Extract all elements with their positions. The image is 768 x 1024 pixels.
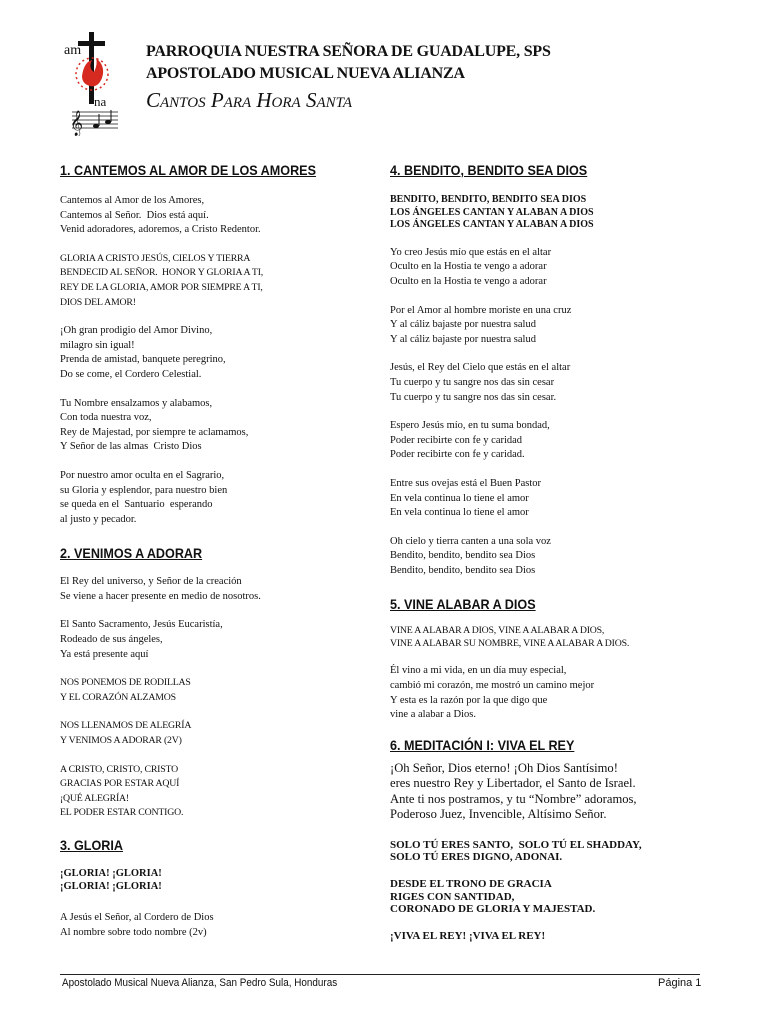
song-4-verse-3: Jesús, el Rey del Cielo que estás en el altar Tu cuerpo y tu sangre nos das sin cesar Tu cuerpo y tu sangre nos das sin cesar. bbox=[390, 362, 571, 403]
apostolate-name: APOSTOLADO MUSICAL NUEVA ALIANZA bbox=[146, 65, 465, 82]
song-6-chorus-2: DESDE EL TRONO DE GRACIA RIGES CON SANTIDAD, CORONADO DE GLORIA Y MAJESTAD. bbox=[390, 878, 596, 916]
song-2-heading: 2. VENIMOS A ADORAR bbox=[60, 545, 203, 562]
apostolado-logo bbox=[62, 32, 126, 136]
song-1-verse-2: ¡Oh gran prodigio del Amor Divino, milagro sin igual! Prenda de amistad, banquete peregrino, Do se come, el Cordero Celestial. bbox=[60, 325, 226, 380]
song-4-verse-6: Oh cielo y tierra canten a una sola voz Bendito, bendito, bendito sea Dios Bendito, bendito, bendito sea Dios bbox=[390, 535, 551, 576]
song-6-heading: 6. MEDITACIÓN I: VIVA EL REY bbox=[390, 736, 575, 753]
song-6-chorus-1: SOLO TÚ ERES SANTO, SOLO TÚ EL SHADDAY, SOLO TÚ ERES DIGNO, ADONAI. bbox=[390, 838, 642, 864]
song-4 bbox=[390, 162, 710, 578]
song-5-verse: Él vino a mi vida, en un día muy especial, cambió mi corazón, me mostró un camino mejor Y esta es la razón por la que digo que vine a alabar a Dios. bbox=[390, 665, 595, 721]
song-4-verse-2: Por el Amor al hombre moriste en una cruz Y al cáliz bajaste por nuestra salud Y al cáliz bajaste por nuestra salud bbox=[390, 304, 572, 345]
song-4-chorus: BENDITO, BENDITO, BENDITO SEA DIOS LOS ÁNGELES CANTAN Y ALABAN A DIOS LOS ÁNGELES CANTAN Y ALABAN A DIOS bbox=[390, 194, 594, 231]
document-title: Cantos Para Hora Santa bbox=[146, 88, 353, 112]
song-1-verse-1: Cantemos al Amor de los Amores, Cantemos al Señor. Dios está aquí. Venid adoradores, adoremos, a Cristo Redentor. bbox=[60, 195, 261, 236]
right-column bbox=[390, 162, 710, 942]
song-3-heading: 3. GLORIA bbox=[60, 837, 124, 853]
page-number: Página 1 bbox=[658, 977, 702, 989]
song-4-heading: 4. BENDITO, BENDITO SEA DIOS bbox=[390, 162, 588, 178]
left-column bbox=[60, 162, 380, 940]
song-1-verse-4: Por nuestro amor oculta en el Sagrario, su Gloria y esplendor, para nuestro bien se queda en el Santuario esperando al justo y pecador. bbox=[60, 469, 228, 525]
song-2-chorus-1: NOS PONEMOS DE RODILLAS Y EL CORAZÓN ALZAMOS bbox=[60, 677, 191, 703]
song-6-chorus-3: ¡VIVA EL REY! ¡VIVA EL REY! bbox=[390, 929, 546, 942]
song-2-chorus-3: A CRISTO, CRISTO, CRISTO GRACIAS POR ESTAR AQUÍ ¡QUÉ ALEGRÍA! EL PODER ESTAR CONTIGO. bbox=[60, 763, 184, 819]
song-4-verse-5: Entre sus ovejas está el Buen Pastor En vela continua lo tiene el amor En vela continua lo tiene el amor bbox=[390, 477, 542, 519]
song-2-verse-1: El Rey del universo, y Señor de la creación Se viene a hacer presente en medio de nosotros. bbox=[60, 576, 261, 602]
song-1-chorus: GLORIA A CRISTO JESÚS, CIELOS Y TIERRA BENDECID AL SEÑOR. HONOR Y GLORIA A TI, REY DE LA GLORIA, AMOR POR SIEMPRE A TI, DIOS DEL AMOR! bbox=[60, 252, 264, 308]
song-1 bbox=[60, 162, 380, 527]
song-1-verse-3: Tu Nombre ensalzamos y alabamos, Con toda nuestra voz, Rey de Majestad, por siempre te aclamamos, Y Señor de las almas Cristo Dios bbox=[60, 397, 249, 453]
song-5 bbox=[390, 596, 710, 722]
song-5-chorus: VINE A ALABAR A DIOS, VINE A ALABAR A DIOS, VINE A ALABAR SU NOMBRE, VINE A ALABAR A DIOS. bbox=[390, 625, 630, 650]
logo-na-text: na bbox=[94, 94, 107, 109]
song-2-verse-2: El Santo Sacramento, Jesús Eucaristía, Rodeado de sus ángeles, Ya está presente aquí bbox=[60, 619, 223, 660]
song-2 bbox=[60, 545, 380, 821]
song-6-verse: ¡Oh Señor, Dios eterno! ¡Oh Dios Santísimo! eres nuestro Rey y Libertador, el Santo de Israel. Ante ti nos postramos, y tu “Nombre” adoramos, Poderoso Juez, Invencible, Altísimo Señor. bbox=[390, 760, 637, 822]
svg-text:𝄞: 𝄞 bbox=[70, 111, 84, 136]
song-2-chorus-2: NOS LLENAMOS DE ALEGRÍA Y VENIMOS A ADORAR (2V) bbox=[60, 720, 192, 747]
song-1-heading: 1. CANTEMOS AL AMOR DE LOS AMORES bbox=[60, 162, 316, 178]
logo-am-text: am bbox=[64, 43, 82, 58]
song-6 bbox=[390, 737, 710, 943]
song-3 bbox=[60, 837, 380, 940]
footer-divider bbox=[60, 974, 700, 975]
song-4-verse-4: Espero Jesús mío, en tu suma bondad, Poder recibirte con fe y caridad Poder recibirte con fe y caridad. bbox=[390, 420, 550, 461]
song-5-heading: 5. VINE ALABAR A DIOS bbox=[390, 596, 536, 613]
song-3-verse: A Jesús el Señor, al Cordero de Dios Al nombre sobre todo nombre (2v) bbox=[60, 912, 214, 938]
footer-organization: Apostolado Musical Nueva Alianza, San Pedro Sula, Honduras bbox=[62, 977, 338, 989]
parish-name: PARROQUIA NUESTRA SEÑORA DE GUADALUPE, SPS bbox=[146, 43, 551, 60]
song-3-chorus: ¡GLORIA! ¡GLORIA! ¡GLORIA! ¡GLORIA! bbox=[60, 868, 162, 892]
song-4-verse-1: Yo creo Jesús mío que estás en el altar Oculto en la Hostia te vengo a adorar Oculto en la Hostia te vengo a adorar bbox=[390, 246, 552, 287]
